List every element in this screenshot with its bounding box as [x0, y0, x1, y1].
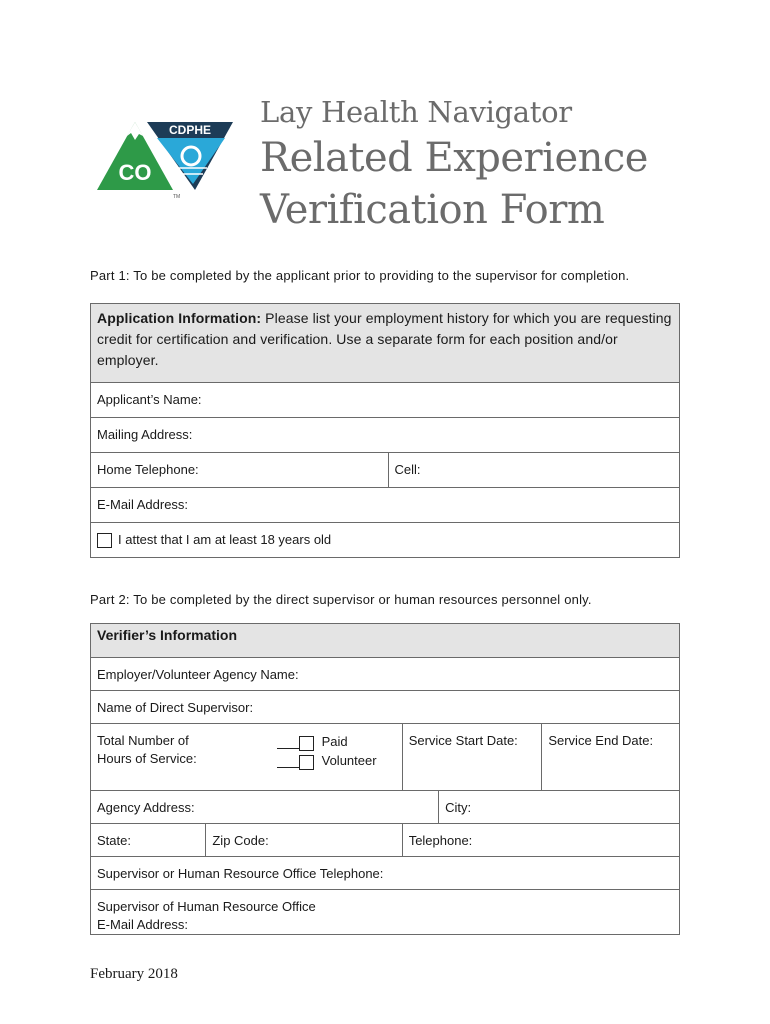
volunteer-label: Volunteer: [321, 753, 377, 768]
hours-field[interactable]: [91, 724, 271, 791]
employer-label: Employer/Volunteer Agency Name:: [97, 667, 299, 682]
telephone-label: Telephone:: [408, 833, 473, 848]
svg-text:CO: CO: [118, 160, 152, 185]
zip-field[interactable]: [206, 824, 402, 857]
applicant-name-label: Applicant’s Name:: [97, 392, 202, 407]
mailing-address-field[interactable]: [91, 418, 680, 453]
start-date-field[interactable]: [402, 724, 542, 791]
volunteer-option[interactable]: [277, 751, 396, 770]
employer-field[interactable]: [91, 658, 680, 691]
application-heading: Application Information:: [97, 310, 262, 326]
form-title: [260, 92, 648, 236]
hr-phone-field[interactable]: [91, 857, 680, 890]
cdphe-logo: [97, 118, 237, 200]
application-table: [90, 303, 680, 558]
application-intro-text: Please list your employment history for which you are requesting credit for certification and verification. Use a separate form for each position and/or employer.: [97, 310, 672, 368]
pay-type-cell: [271, 724, 403, 791]
title-line-1: Lay Health Navigator: [260, 95, 572, 129]
state-label: State:: [97, 833, 131, 848]
home-telephone-field[interactable]: [91, 453, 389, 488]
part1-instructions: Part 1: To be completed by the applicant prior to providing to the supervisor for completion.: [90, 268, 630, 283]
paid-underline: [277, 747, 299, 749]
hr-email-label-1: Supervisor of Human Resource Office: [97, 899, 316, 914]
hr-email-field[interactable]: [91, 890, 680, 935]
verifier-table: [90, 623, 680, 935]
supervisor-label: Name of Direct Supervisor:: [97, 700, 254, 715]
applicant-name-field[interactable]: [91, 383, 680, 418]
svg-text:CDPHE: CDPHE: [168, 123, 212, 137]
hours-label-1: Total Number of: [97, 733, 189, 748]
volunteer-underline: [277, 766, 299, 768]
attest-label: I attest that I am at least 18 years old: [118, 532, 332, 547]
verifier-heading: Verifier’s Information: [91, 624, 680, 658]
hr-phone-label: Supervisor or Human Resource Office Telephone:: [97, 866, 384, 881]
paid-option[interactable]: [277, 732, 396, 751]
cell-label: Cell:: [394, 462, 421, 477]
email-label: E-Mail Address:: [97, 497, 189, 512]
volunteer-checkbox[interactable]: [299, 755, 314, 770]
supervisor-field[interactable]: [91, 691, 680, 724]
mailing-address-label: Mailing Address:: [97, 427, 193, 442]
agency-address-label: Agency Address:: [97, 800, 195, 815]
application-intro: [91, 304, 680, 383]
state-field[interactable]: [91, 824, 206, 857]
city-field[interactable]: [439, 791, 680, 824]
agency-address-field[interactable]: [91, 791, 439, 824]
footer-date: February 2018: [90, 966, 178, 982]
attest-checkbox[interactable]: [97, 533, 112, 548]
zip-label: Zip Code:: [212, 833, 269, 848]
cell-field[interactable]: [388, 453, 679, 488]
hr-email-label-2: E-Mail Address:: [97, 917, 189, 932]
attest-row: [91, 523, 680, 558]
email-field[interactable]: [91, 488, 680, 523]
start-date-label: Service Start Date:: [408, 733, 518, 748]
paid-label: Paid: [321, 734, 348, 749]
title-line-2: Related Experience: [260, 135, 648, 181]
title-line-3: Verification Form: [260, 187, 605, 233]
hours-label-2: Hours of Service:: [97, 751, 197, 766]
part2-instructions: Part 2: To be completed by the direct supervisor or human resources personnel only.: [90, 592, 592, 607]
city-label: City:: [445, 800, 472, 815]
svg-text:TM: TM: [173, 194, 181, 200]
home-telephone-label: Home Telephone:: [97, 462, 199, 477]
telephone-field[interactable]: [402, 824, 679, 857]
end-date-field[interactable]: [542, 724, 680, 791]
paid-checkbox[interactable]: [299, 736, 314, 751]
end-date-label: Service End Date:: [548, 733, 654, 748]
